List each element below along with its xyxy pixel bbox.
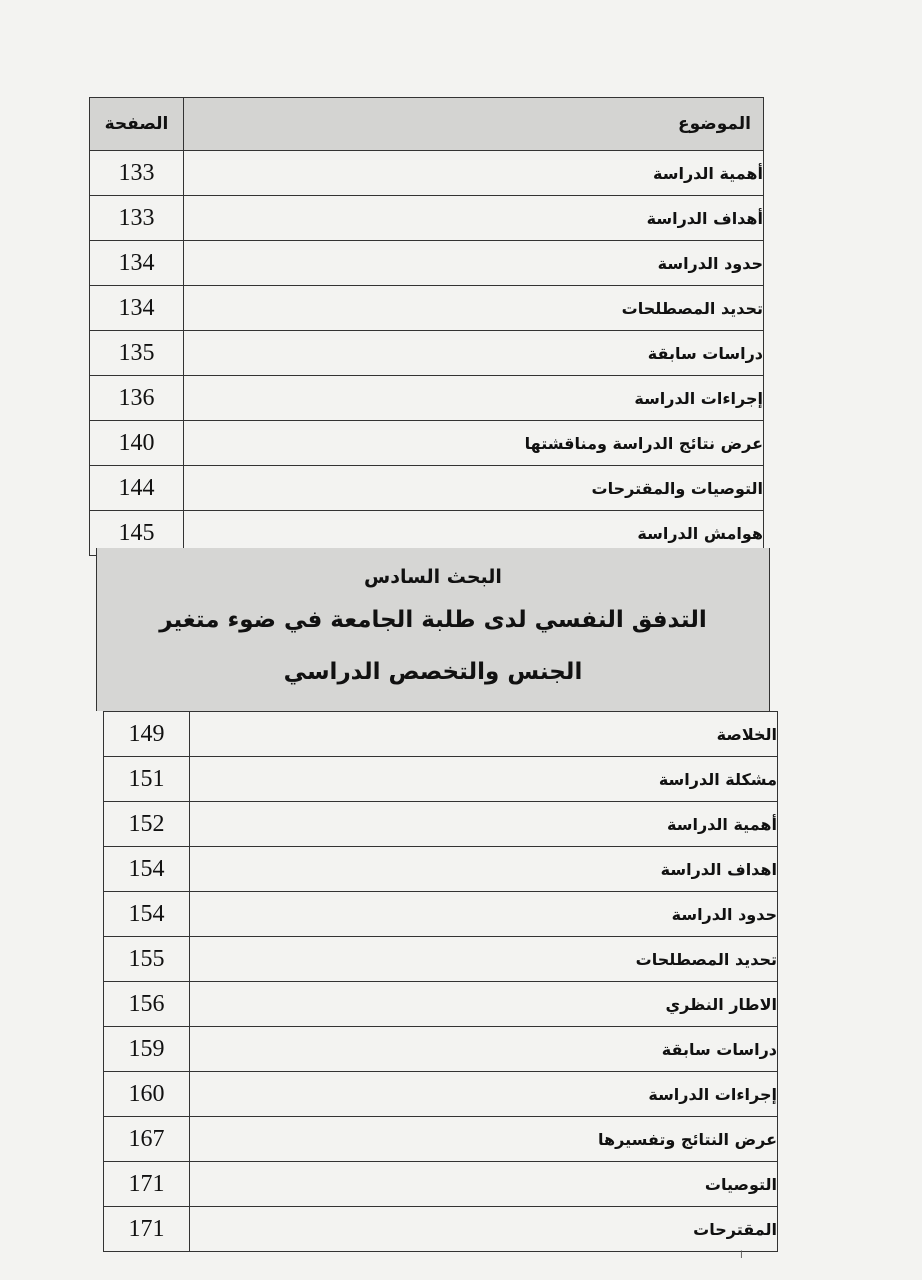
- page-number-cell: 160: [104, 1072, 190, 1117]
- page-number-cell: 155: [104, 937, 190, 982]
- table-row: [104, 1207, 778, 1252]
- page-number-cell: 133: [90, 196, 184, 241]
- topic-cell: تحديد المصطلحات: [190, 937, 778, 982]
- page-number-cell: 140: [90, 421, 184, 466]
- table-header-row: [90, 98, 764, 151]
- table-row: [104, 982, 778, 1027]
- page-column-header: الصفحة: [90, 98, 184, 151]
- topic-cell: أهمية الدراسة: [190, 802, 778, 847]
- page-number-cell: 156: [104, 982, 190, 1027]
- page-number-cell: 154: [104, 892, 190, 937]
- table-row: [104, 892, 778, 937]
- page-number-cell: 151: [104, 757, 190, 802]
- table-row: [104, 937, 778, 982]
- page-number-cell: 149: [104, 712, 190, 757]
- topic-cell: عرض النتائج وتفسيرها: [190, 1117, 778, 1162]
- table-row: [90, 196, 764, 241]
- research-heading-box: [96, 548, 770, 711]
- page-number-cell: 159: [104, 1027, 190, 1072]
- topic-cell: التوصيات والمقترحات: [184, 466, 764, 511]
- toc-table-section-1: [89, 97, 764, 556]
- table-row: [90, 241, 764, 286]
- research-number-label: البحث السادس: [364, 566, 502, 588]
- page-number-cell: 171: [104, 1162, 190, 1207]
- topic-cell: عرض نتائج الدراسة ومناقشتها: [184, 421, 764, 466]
- table-row: [90, 466, 764, 511]
- table-row: [104, 847, 778, 892]
- topic-cell: حدود الدراسة: [184, 241, 764, 286]
- table-row: [90, 421, 764, 466]
- table-row: [104, 757, 778, 802]
- table-row: [104, 712, 778, 757]
- topic-cell: أهداف الدراسة: [184, 196, 764, 241]
- topic-cell: دراسات سابقة: [190, 1027, 778, 1072]
- page-number-cell: 136: [90, 376, 184, 421]
- topic-cell: إجراءات الدراسة: [190, 1072, 778, 1117]
- topic-cell: الخلاصة: [190, 712, 778, 757]
- table-row: [104, 1162, 778, 1207]
- table-row: [104, 1117, 778, 1162]
- topic-cell: هوامش الدراسة: [184, 511, 764, 556]
- page-number-cell: 133: [90, 151, 184, 196]
- footer-mark: ا: [740, 1250, 743, 1261]
- topic-cell: إجراءات الدراسة: [184, 376, 764, 421]
- page-number-cell: 134: [90, 241, 184, 286]
- table-row: [90, 331, 764, 376]
- topic-cell: اهداف الدراسة: [190, 847, 778, 892]
- page-number-cell: 171: [104, 1207, 190, 1252]
- table-row: [90, 151, 764, 196]
- page-number-cell: 144: [90, 466, 184, 511]
- topic-cell: المقترحات: [190, 1207, 778, 1252]
- page-number-cell: 135: [90, 331, 184, 376]
- topic-cell: مشكلة الدراسة: [190, 757, 778, 802]
- table-row: [104, 1027, 778, 1072]
- page-number-cell: 152: [104, 802, 190, 847]
- topic-cell: حدود الدراسة: [190, 892, 778, 937]
- topic-cell: التوصيات: [190, 1162, 778, 1207]
- topic-cell: أهمية الدراسة: [184, 151, 764, 196]
- topic-column-header: الموضوع: [184, 98, 764, 151]
- table-row: [104, 1072, 778, 1117]
- research-title: التدفق النفسي لدى طلبة الجامعة في ضوء متغير الجنس والتخصص الدراسي: [159, 607, 707, 685]
- topic-cell: الاطار النظري: [190, 982, 778, 1027]
- table-row: [90, 376, 764, 421]
- page-number-cell: 134: [90, 286, 184, 331]
- page-number-cell: 167: [104, 1117, 190, 1162]
- topic-cell: تحديد المصطلحات: [184, 286, 764, 331]
- page-number-cell: 154: [104, 847, 190, 892]
- table-row: [104, 802, 778, 847]
- table-row: [90, 286, 764, 331]
- topic-cell: دراسات سابقة: [184, 331, 764, 376]
- page-number-cell: 145: [90, 511, 184, 556]
- toc-table-section-2: [103, 711, 778, 1252]
